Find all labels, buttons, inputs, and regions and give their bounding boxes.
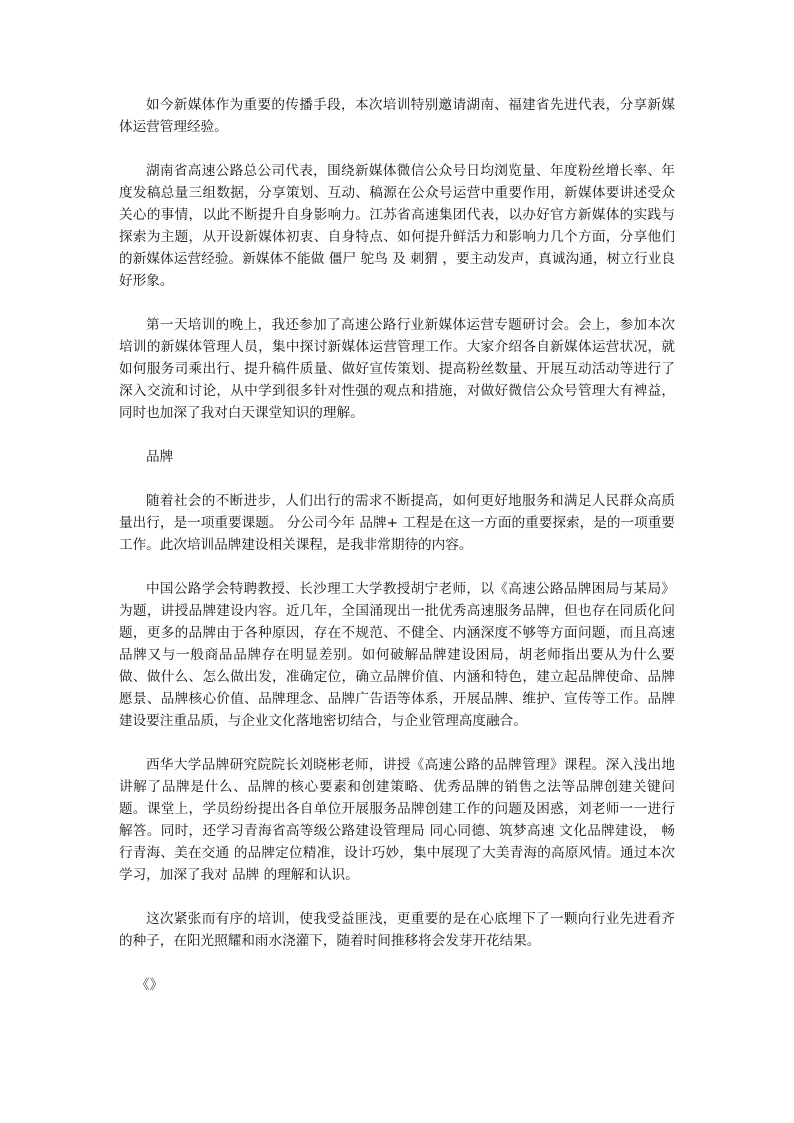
- paragraph-seminar: 第一天培训的晚上，我还参加了高速公路行业新媒体运营专题研讨会。会上，参加本次培训的新媒体管理人员，集中探讨新媒体运营管理工作。大家介绍各自新媒体运营状况，就如何服务司乘出行、提升稿件质量、做好宣传策划、提高粉丝数量、开展互动活动等进行了深入交流和讨论，从中学到很多针对性强的观点和措施，对做好微信公众号管理大有裨益，同时也加深了我对白天课堂知识的理解。: [119, 317, 675, 421]
- paragraph-brand-intro: 随着社会的不断进步，人们出行的需求不断提高，如何更好地服务和满足人民群众高质量出行，是一项重要课题。 分公司今年 品牌+ 工程是在这一方面的重要探索，是的一项重要工作。此次培训品牌建设相关课程，是我非常期待的内容。: [119, 493, 675, 553]
- paragraph-hunan-jiangsu: 湖南省高速公路总公司代表，围绕新媒体微信公众号日均浏览量、年度粉丝增长率、年度发稿总量三组数据，分享策划、互动、稿源在公众号运营中重要作用，新媒体要讲述受众关心的事情，以此不断提升自身影响力。江苏省高速集团代表，以办好官方新媒体的实践与探索为主题，从开设新媒体初衷、自身特点、如何提升鲜活力和影响力几个方面，分享他们的新媒体运营经验。新媒体不能做 僵尸 鸵鸟 及 刺猬 ，要主动发声，真诚沟通，树立行业良好形象。: [119, 163, 675, 289]
- paragraph-new-media-intro: 如今新媒体作为重要的传播手段，本次培训特别邀请湖南、福建省先进代表，分享新媒体运营管理经验。: [119, 97, 675, 135]
- paragraph-hu-ning: 中国公路学会特聘教授、长沙理工大学教授胡宁老师，以《高速公路品牌困局与某局》为题，讲授品牌建设内容。近几年，全国涌现出一批优秀高速服务品牌，但也存在同质化问题，更多的品牌由于各种原因，存在不规范、不健全、内涵深度不够等方面问题，而且高速品牌又与一般商品品牌存在明显差别。如何破解品牌建设困局，胡老师指出要从为什么要做、做什么、怎么做出发，准确定位，确立品牌价值、内涵和特色，建立起品牌使命、品牌愿景、品牌核心价值、品牌理念、品牌广告语等体系，开展品牌、维护、宣传等工作。品牌建设要注重品质，与企业文化落地密切结合，与企业管理高度融合。: [119, 581, 675, 729]
- paragraph-liu-xiaobin: 西华大学品牌研究院院长刘晓彬老师，讲授《高速公路的品牌管理》课程。深入浅出地讲解了品牌是什么、品牌的核心要素和创建策略、优秀品牌的销售之法等品牌创建关键问题。课堂上，学员纷纷提出各自单位开展服务品牌创建工作的问题及困惑，刘老师一一进行解答。同时，还学习青海省高等级公路建设管理局 同心同德、筑梦高速 文化品牌建设， 畅行青海、美在交通 的品牌定位精准，设计巧妙，集中展现了大美青海的高原风情。通过本次学习，加深了我对 品牌 的理解和认识。: [119, 757, 675, 883]
- document-body: [119, 94, 675, 996]
- closing-brackets: 《》: [136, 977, 164, 993]
- section-heading-brand: 品牌: [146, 449, 174, 465]
- paragraph-conclusion: 这次紧张而有序的培训，使我受益匪浅，更重要的是在心底埋下了一颗向行业先进看齐的种子，在阳光照耀和雨水浇灌下，随着时间推移将会发芽开花结果。: [119, 911, 675, 949]
